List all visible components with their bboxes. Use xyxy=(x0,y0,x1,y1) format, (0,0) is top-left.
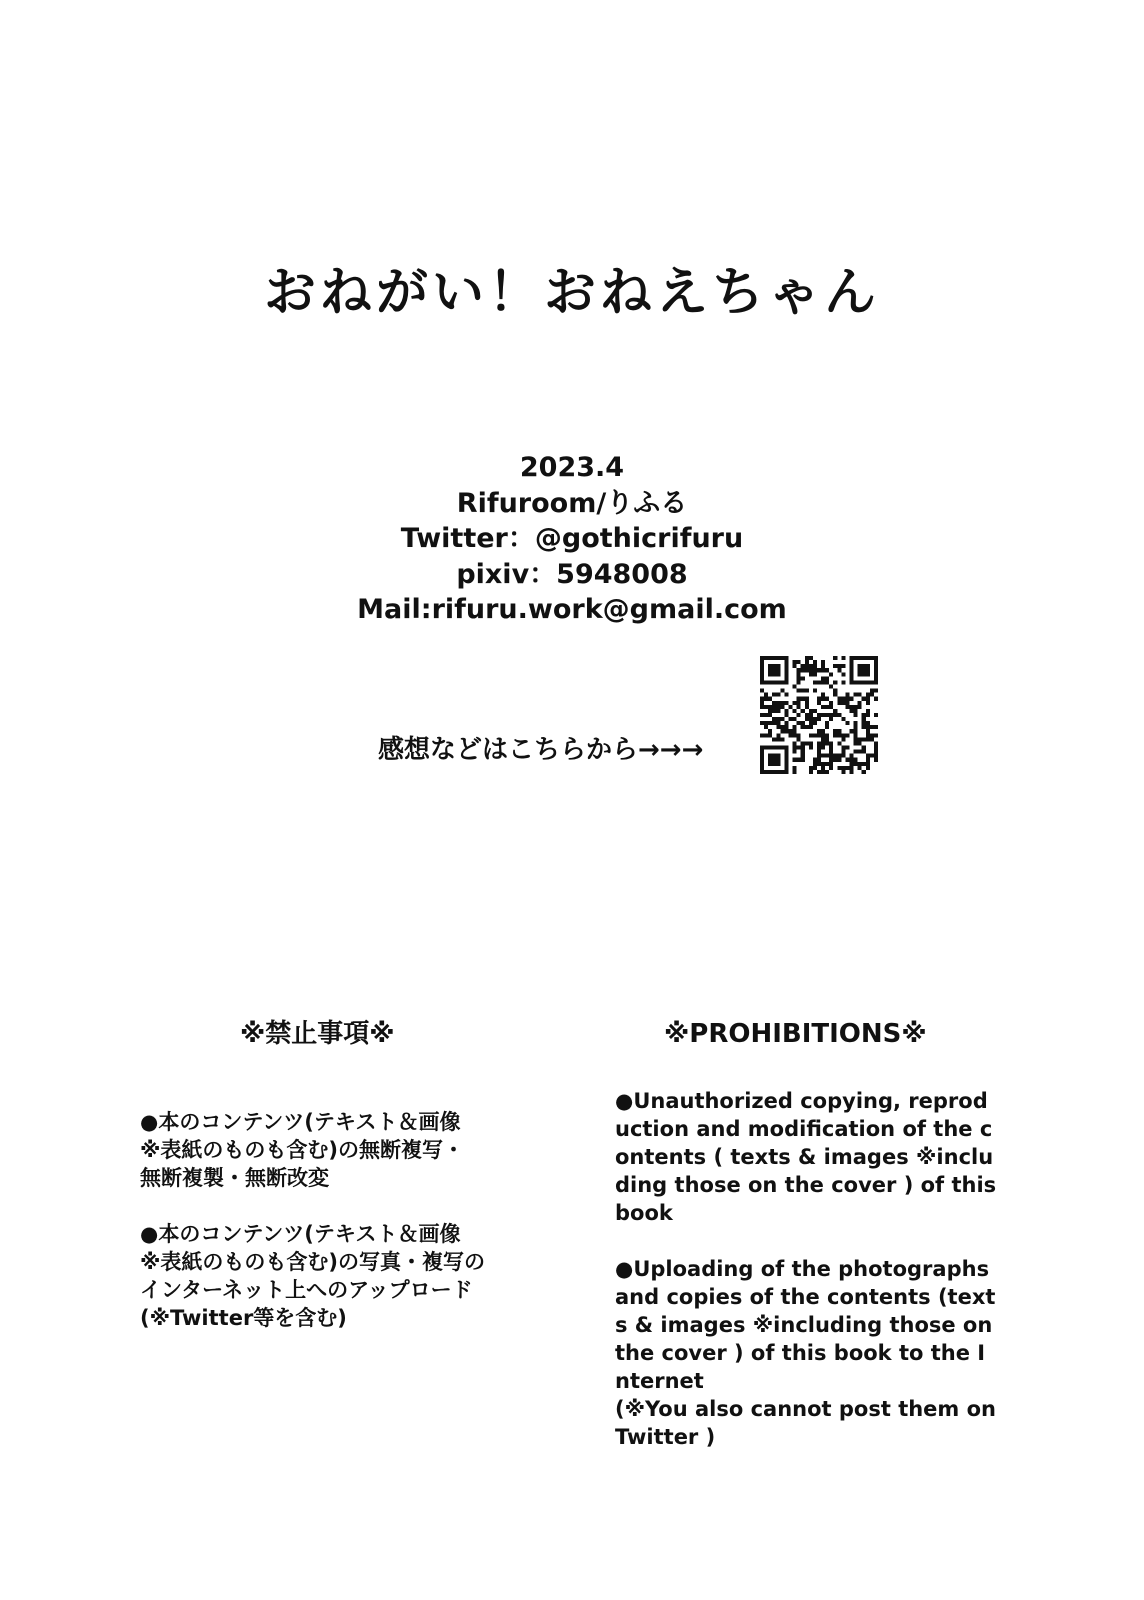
qr-code-icon[interactable] xyxy=(760,656,878,774)
prohibition-rule-en-1: ●Unauthorized copying, reprod uction and modification of the c ontents ( texts & images ※inclu ding those on the cover ) of this book xyxy=(615,1089,997,1225)
pixiv-id: pixiv：5948008 xyxy=(456,558,688,590)
publish-date: 2023.4 xyxy=(519,452,625,483)
prohibition-rule-en-2: ●Uploading of the photographs and copies of the contents (text s & images ※including those on the cover ) of this book to the I nternet (※You also cannot post them on Twitter ) xyxy=(615,1257,996,1449)
prohibition-rule-jp-2: ●本のコンテンツ(テキスト＆画像 ※表紙のものも含む)の写真・複写の インターネット上へのアップロード (※Twitter等を含む) xyxy=(140,1222,486,1330)
prohibition-rule-jp-1: ●本のコンテンツ(テキスト＆画像 ※表紙のものも含む)の無断複写・ 無断複製・無断改変 xyxy=(140,1110,465,1190)
contact-email: Mail:rifuru.work@gmail.com xyxy=(357,594,787,625)
colophon-info xyxy=(0,450,1144,628)
book-title: おねがい！おねえちゃん xyxy=(263,263,880,323)
prohibitions-heading-en: ※PROHIBITIONS※ xyxy=(664,1019,927,1049)
circle-name: Rifuroom/りふる xyxy=(456,487,688,519)
twitter-handle: Twitter：@gothicrifuru xyxy=(400,523,744,554)
prohibitions-list-jp xyxy=(140,1108,540,1332)
feedback-prompt: 感想などはこちらから→→→ xyxy=(378,735,704,765)
prohibitions-list-en xyxy=(615,1087,1010,1451)
prohibitions-heading-jp: ※禁止事項※ xyxy=(240,1019,395,1049)
